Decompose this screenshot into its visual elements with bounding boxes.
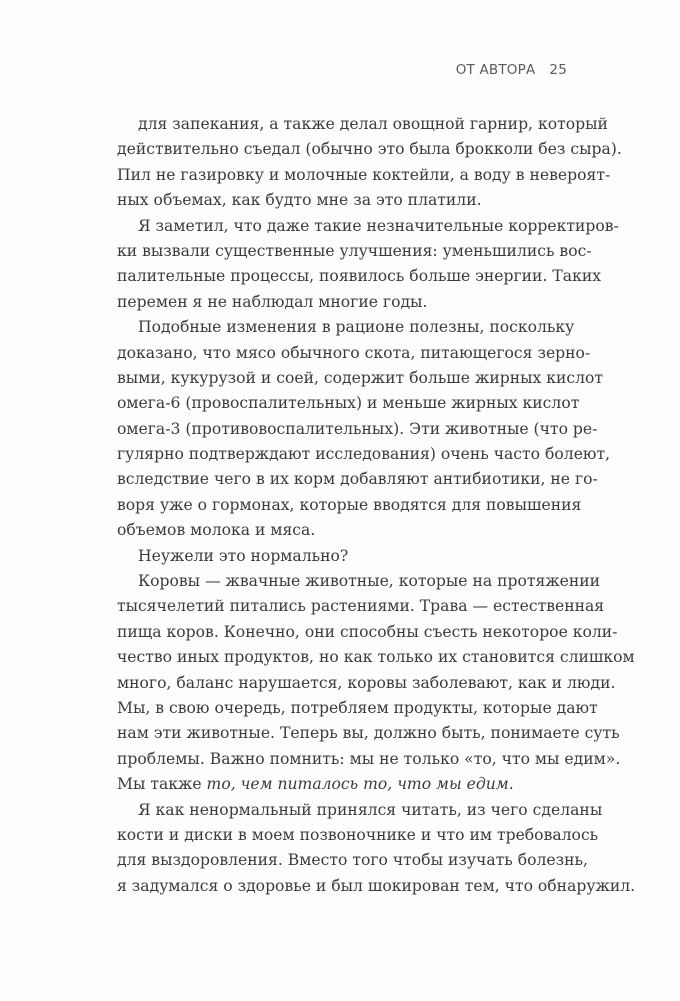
text-line: омега-6 (провоспалительных) и меньше жирных кислот — [117, 394, 580, 413]
text-run: Мы также — [117, 775, 207, 794]
text-line: омега-3 (противовоспалительных). Эти животные (что ре- — [117, 419, 598, 438]
paragraph — [117, 569, 635, 798]
paragraph — [117, 112, 622, 214]
text-line: я задумался о здоровье и был шокирован тем, что обнаружил. — [117, 876, 636, 895]
text-line: Неужели это нормально? — [138, 546, 349, 565]
text-line: перемен я не наблюдал многие годы. — [117, 292, 428, 311]
text-line: для запекания, а также делал овощной гарнир, который — [138, 115, 608, 133]
text-line: тысячелетий питались растениями. Трава — естественная — [117, 597, 605, 616]
text-line: проблемы. Важно помнить: мы не только «то, что мы едим». — [117, 749, 621, 768]
body-text — [117, 112, 636, 899]
text-line: доказано, что мясо обычного скота, питающегося зерно- — [117, 343, 591, 362]
text-run: . — [508, 775, 514, 794]
text-line: выми, кукурузой и соей, содержит больше жирных кислот — [117, 368, 604, 387]
text-line: много, баланс нарушается, коровы заболевают, как и люди. — [117, 673, 616, 692]
text-line: для выздоровления. Вместо того чтобы изучать болезнь, — [117, 851, 588, 870]
text-line: Мы, в свою очередь, потребляем продукты, которые дают — [117, 698, 598, 717]
text-line: Пил не газировку и молочные коктейли, а воду в невероят- — [117, 165, 611, 184]
italic-emphasis: то, чем питалось то, что мы едим — [206, 775, 509, 794]
text-line: гулярно подтверждают исследования) очень часто болеют, — [117, 445, 611, 464]
text-line: нам эти животные. Теперь вы, должно быть, понимаете суть — [117, 724, 620, 743]
text-line: ки вызвали существенные улучшения: уменьшились вос- — [117, 241, 592, 260]
text-line: Я как ненормальный принялся читать, из чего сделаны — [138, 800, 603, 819]
text-line: действительно съедал (обычно это была брокколи без сыра). — [117, 140, 622, 159]
text-line: палительные процессы, появилось больше энергии. Таких — [117, 267, 602, 286]
text-line: ных объемах, как будто мне за это платили. — [117, 191, 482, 210]
paragraph — [117, 315, 611, 544]
paragraph — [117, 214, 619, 316]
text-line: Коровы — жвачные животные, которые на протяжении — [138, 572, 601, 591]
running-header — [456, 62, 567, 78]
text-line: чество иных продуктов, но как только их становится слишком — [117, 648, 635, 667]
text-line: Подобные изменения в рационе полезны, поскольку — [138, 318, 575, 337]
text-line: Я заметил, что даже такие незначительные корректиров- — [138, 216, 619, 235]
text-line — [117, 772, 568, 797]
text-line: кости и диски в моем позвоночнике и что им требовалось — [117, 825, 599, 844]
paragraph — [117, 544, 568, 569]
paragraph — [117, 798, 636, 900]
text-line: пища коров. Конечно, они способны съесть некоторое коли- — [117, 622, 618, 641]
text-line: объемов молока и мяса. — [117, 521, 316, 540]
page-number: 25 — [549, 62, 567, 78]
text-line: воря уже о гормонах, которые вводятся для повышения — [117, 495, 582, 514]
text-line: вследствие чего в их корм добавляют антибиотики, не го- — [117, 470, 598, 489]
section-title: ОТ АВТОРА — [455, 62, 536, 78]
